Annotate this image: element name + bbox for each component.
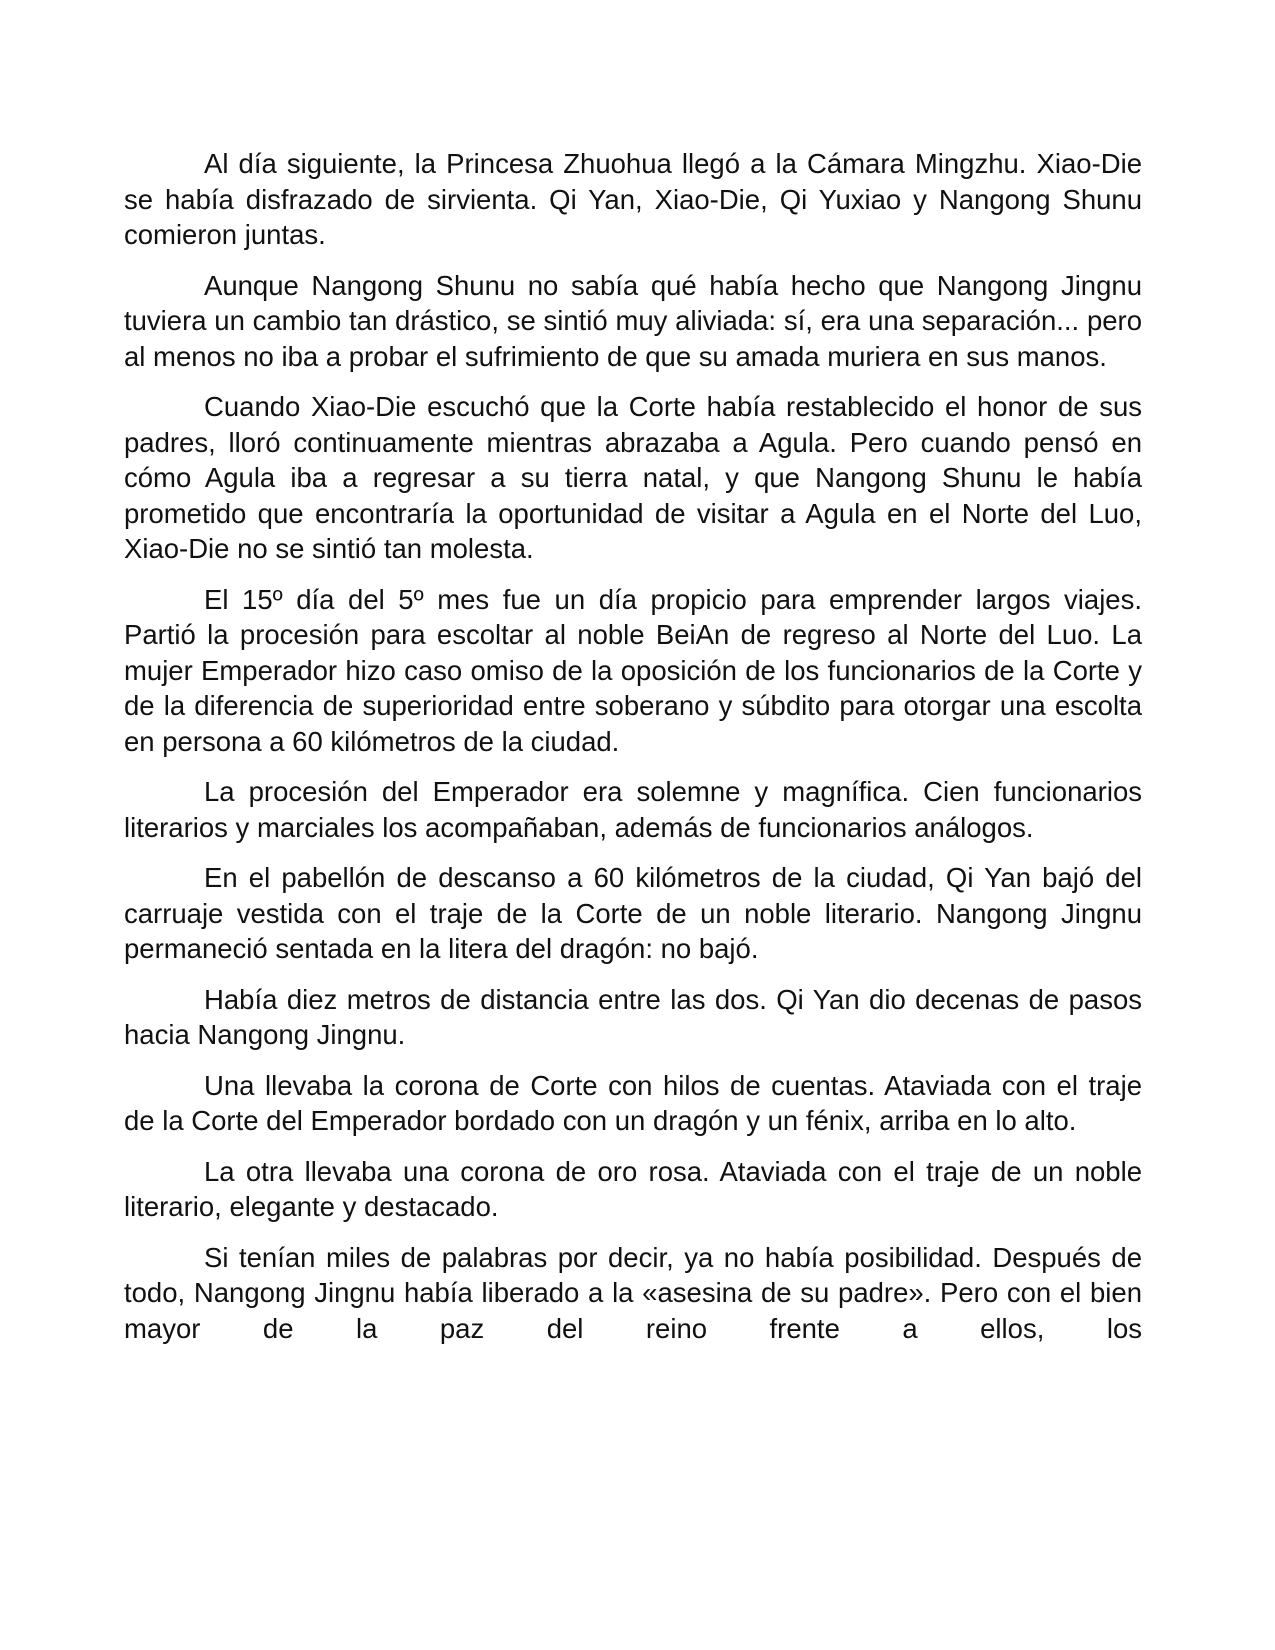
paragraph-1: Al día siguiente, la Princesa Zhuohua llegó a la Cámara Mingzhu. Xiao-Die se había disfrazado de sirvienta. Qi Yan, Xiao-Die, Qi Yuxiao y Nangong Shunu comieron juntas. xyxy=(124,148,1142,250)
paragraph-2: Aunque Nangong Shunu no sabía qué había hecho que Nangong Jingnu tuviera un cambio tan drástico, se sintió muy aliviada: sí, era una separación... pero al menos no iba a probar el sufrimiento de que su amada muriera en sus manos. xyxy=(124,269,1142,372)
paragraph-3: Cuando Xiao-Die escuchó que la Corte había restablecido el honor de sus padres, lloró continuamente mientras abrazaba a Agula. Pero cuando pensó en cómo Agula iba a regresar a su tierra natal, y que Nangong Shunu le había prometido que encontraría la oportunidad de visitar a Agula en el Norte del Luo, Xiao-Die no se sintió tan molesta. xyxy=(124,391,1142,564)
paragraph-6: En el pabellón de descanso a 60 kilómetros de la ciudad, Qi Yan bajó del carruaje vestida con el traje de la Corte de un noble literario. Nangong Jingnu permaneció sentada en la litera del dragón: no bajó. xyxy=(124,862,1142,964)
paragraph-7: Había diez metros de distancia entre las dos. Qi Yan dio decenas de pasos hacia Nangong Jingnu. xyxy=(124,983,1142,1050)
paragraph-5: La procesión del Emperador era solemne y magnífica. Cien funcionarios literarios y marciales los acompañaban, además de funcionarios análogos. xyxy=(124,776,1142,843)
paragraph-4: El 15º día del 5º mes fue un día propicio para emprender largos viajes. Partió la procesión para escoltar al noble BeiAn de regreso al Norte del Luo. La mujer Emperador hizo caso omiso de la oposición de los funcionarios de la Corte y de la diferencia de superioridad entre soberano y súbdito para otorgar una escolta en persona a 60 kilómetros de la ciudad. xyxy=(124,583,1142,757)
body-text xyxy=(124,146,1142,1346)
paragraph-9: La otra llevaba una corona de oro rosa. Ataviada con el traje de un noble literario, elegante y destacado. xyxy=(124,1155,1142,1222)
paragraph-8: Una llevaba la corona de Corte con hilos de cuentas. Ataviada con el traje de la Corte del Emperador bordado con un dragón y un fénix, arriba en lo alto. xyxy=(124,1069,1142,1136)
paragraph-10: Si tenían miles de palabras por decir, ya no había posibilidad. Después de todo, Nangong Jingnu había liberado a la «asesina de su padre». Pero con el bien mayor de la paz del reino frente a ellos, los xyxy=(124,1241,1142,1344)
